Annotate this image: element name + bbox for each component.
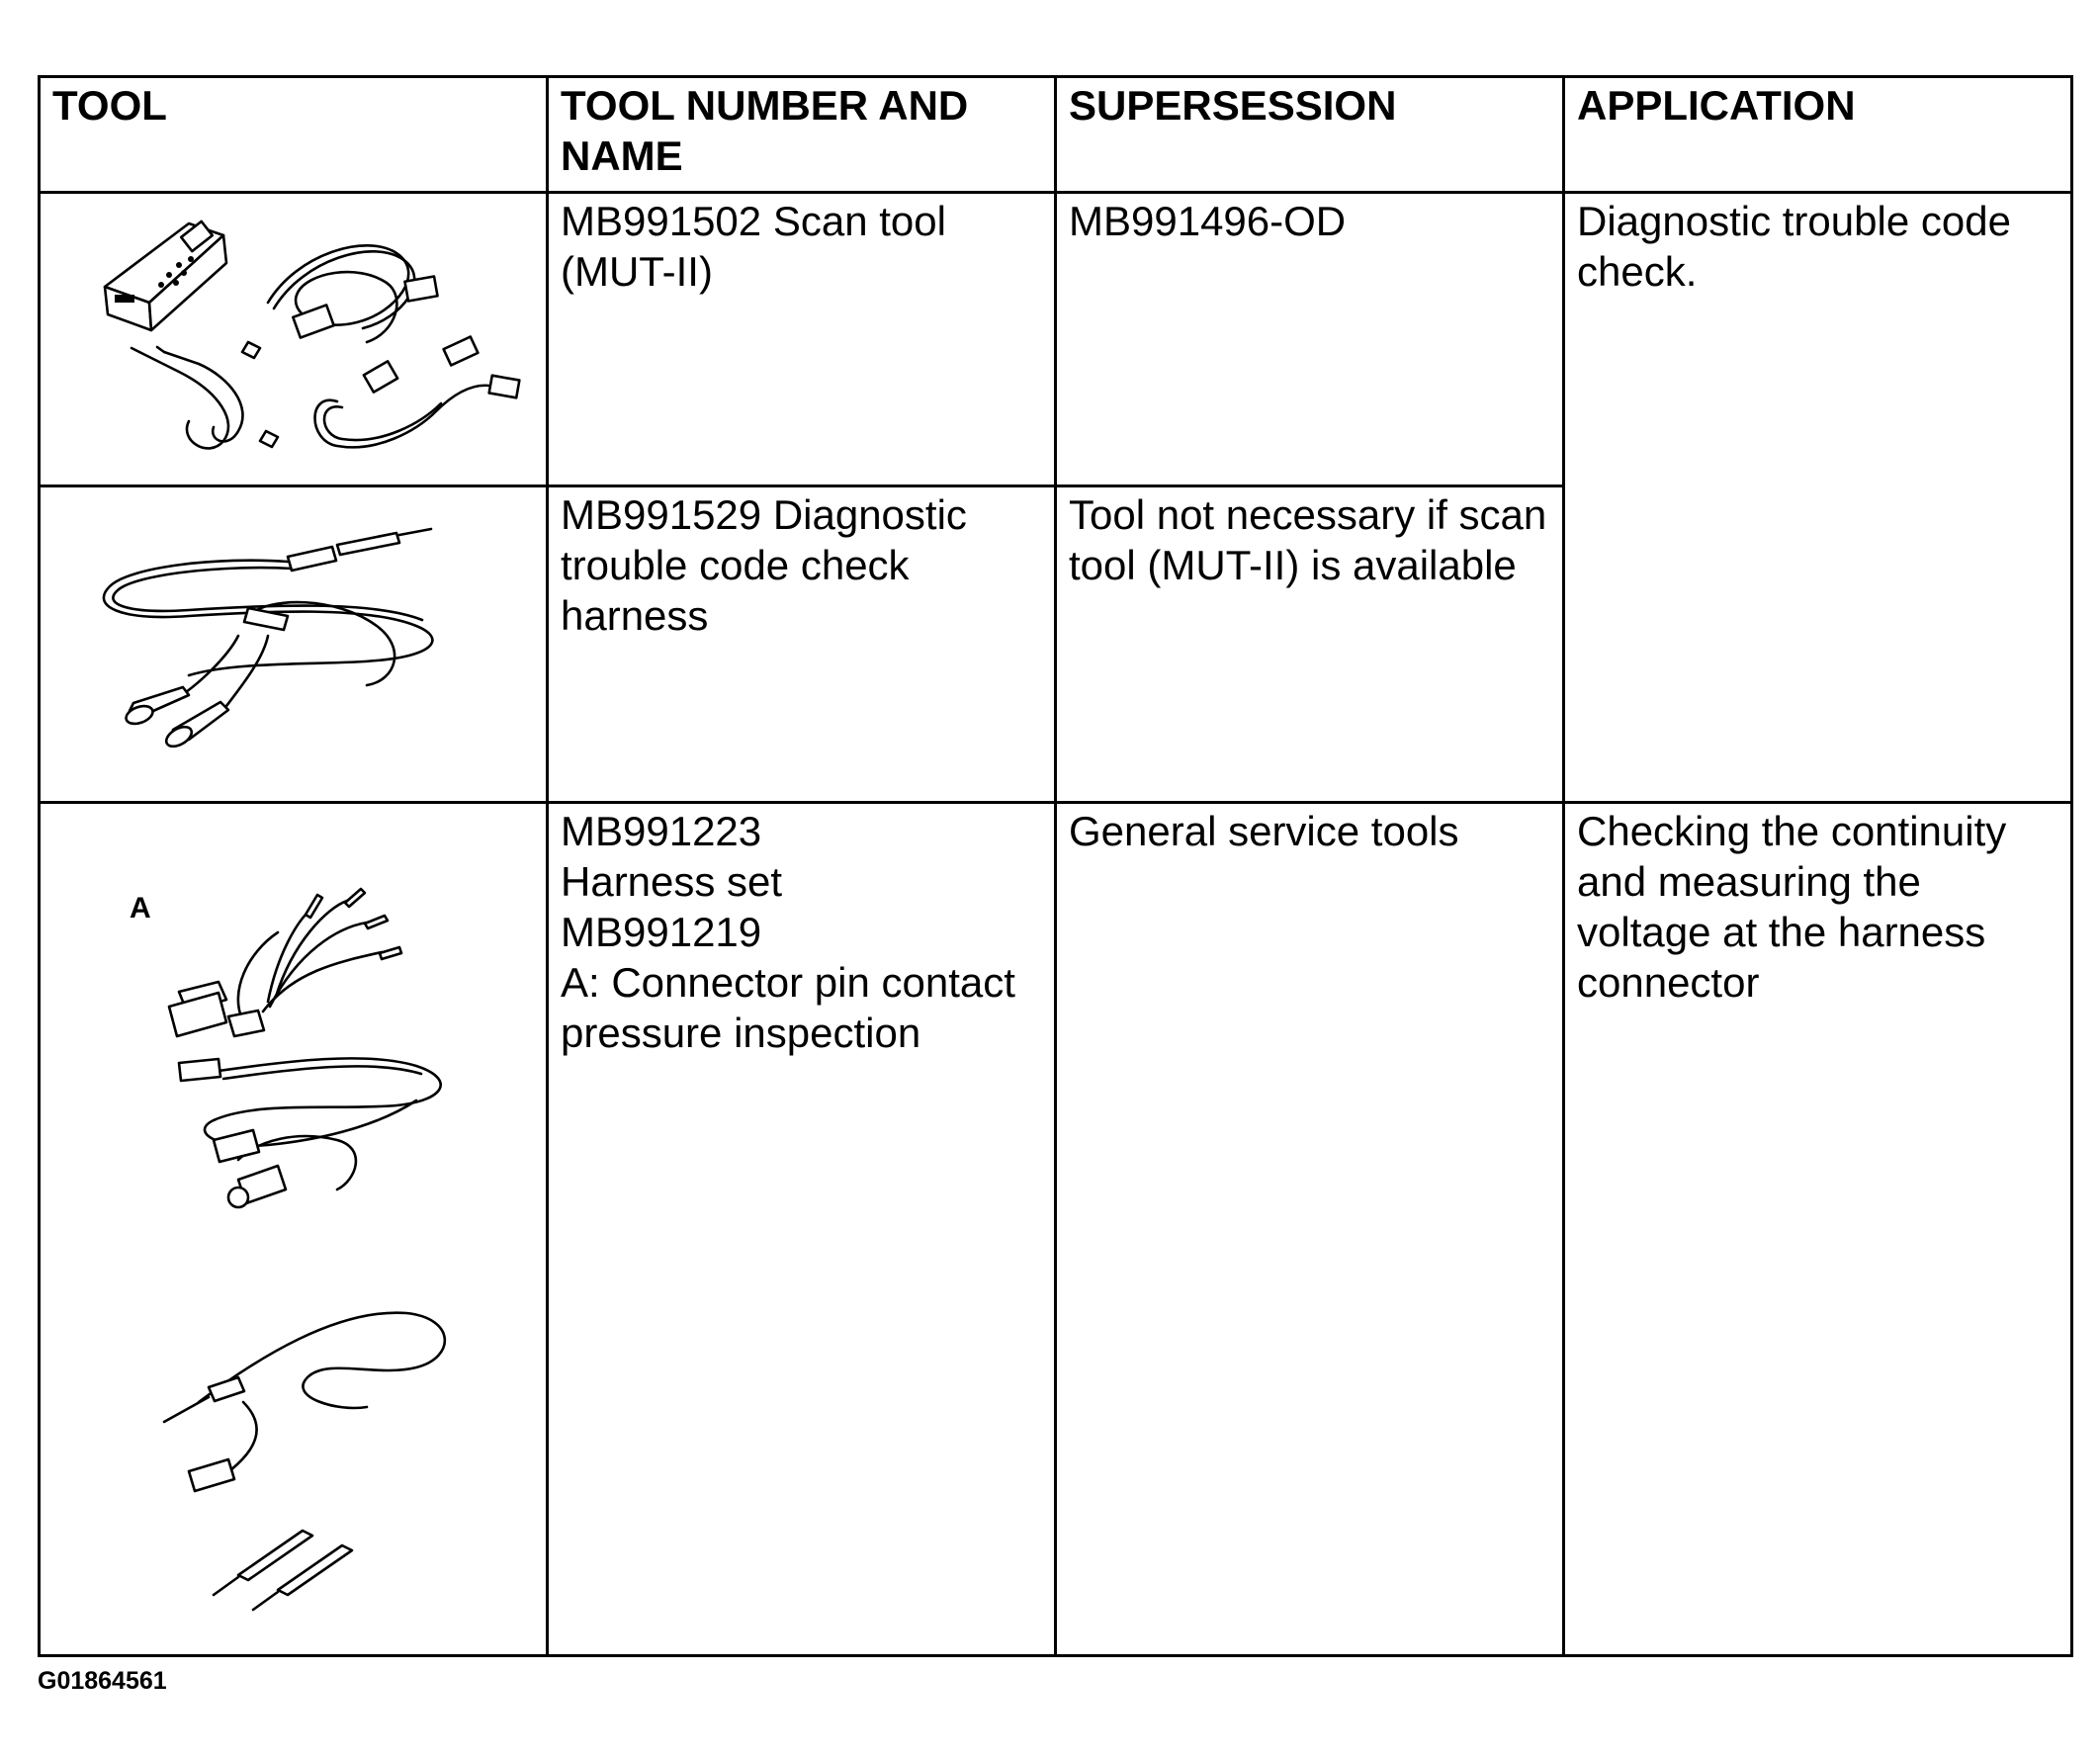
header-application: APPLICATION <box>1564 77 2072 193</box>
application-cell: Checking the continuity and measuring the voltage at the harness connector <box>1564 803 2072 1656</box>
harness-set-illustration <box>41 804 549 1654</box>
supersession-cell: Tool not necessary if scan tool (MUT-II) is available <box>1056 486 1564 803</box>
table-row <box>40 193 2072 486</box>
tool-number-cell: MB991223 Harness set MB991219 A: Connector pin contact pressure inspection <box>548 803 1056 1656</box>
tool-image-cell <box>40 486 548 803</box>
supersession-cell: General service tools <box>1056 803 1564 1656</box>
tool-number-cell: MB991529 Diagnostic trouble code check harness <box>548 486 1056 803</box>
header-supersession: SUPERSESSION <box>1056 77 1564 193</box>
header-tool-number-and-name: TOOL NUMBER AND NAME <box>548 77 1056 193</box>
supersession-cell: MB991496-OD <box>1056 193 1564 486</box>
tool-label-a: A <box>130 892 151 925</box>
tool-number-cell: MB991502 Scan tool (MUT-II) <box>548 193 1056 486</box>
table-row <box>40 803 2072 1656</box>
check-harness-illustration <box>41 487 549 801</box>
scan-tool-illustration <box>41 194 549 484</box>
header-tool: TOOL <box>40 77 548 193</box>
tool-image-cell <box>40 803 548 1656</box>
figure-id: G01864561 <box>38 1667 167 1695</box>
application-cell: Diagnostic trouble code check. <box>1564 193 2072 803</box>
header-row <box>40 77 2072 193</box>
tool-image-cell <box>40 193 548 486</box>
special-tools-table <box>38 75 2073 1657</box>
